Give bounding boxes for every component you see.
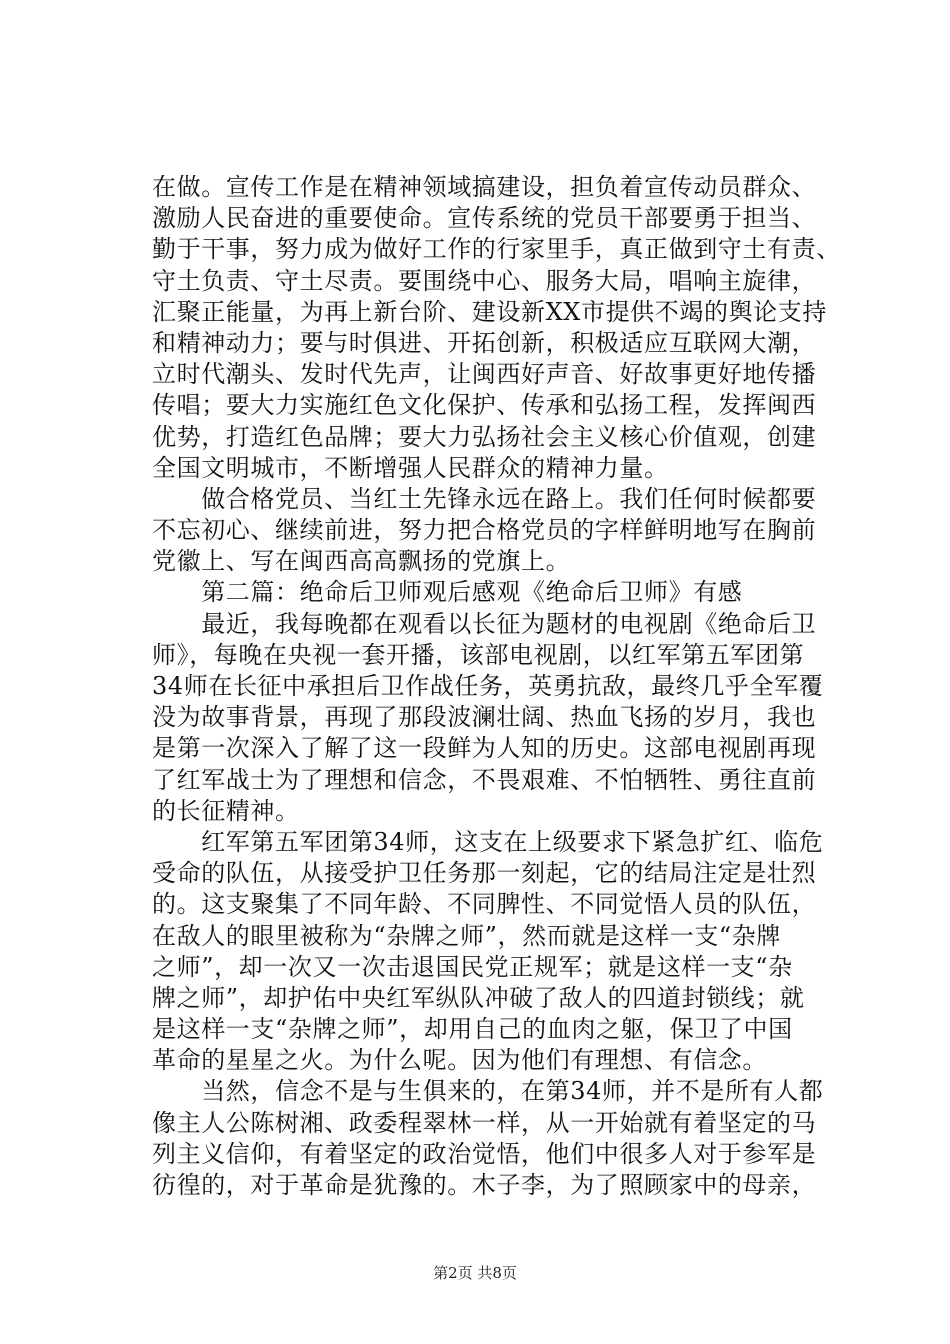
text-line: 最近，我每晚都在观看以长征为题材的电视剧《绝命后卫 <box>152 609 817 638</box>
document-body <box>152 172 842 1201</box>
text-line: 了红军战士为了理想和信念，不畏艰难、不怕牺牲、勇往直前 <box>152 765 817 794</box>
text-line: 立时代潮头、发时代先声，让闽西好声音、好故事更好地传播 <box>152 360 817 389</box>
text-line: 是第一次深入了解了这一段鲜为人知的历史。这部电视剧再现 <box>152 734 817 763</box>
text-line: 牌之师”，却护佑中央红军纵队冲破了敌人的四道封锁线；就 <box>152 983 805 1012</box>
text-line: 做合格党员、当红土先锋永远在路上。我们任何时候都要 <box>152 484 817 513</box>
text-line: 是这样一支“杂牌之师”，却用自己的血肉之躯，保卫了中国 <box>152 1015 793 1044</box>
text-line: 的长征精神。 <box>152 796 300 825</box>
text-line: 红军第五军团第34师，这支在上级要求下紧急扩红、临危 <box>152 827 824 856</box>
text-line: 传唱；要大力实施红色文化保护、传承和弘扬工程，发挥闽西 <box>152 391 817 420</box>
text-line: 列主义信仰，有着坚定的政治觉悟，他们中很多人对于参军是 <box>152 1139 817 1168</box>
text-line: 师》，每晚在央视一套开播，该部电视剧，以红军第五军团第 <box>152 640 805 669</box>
text-line: 34师在长征中承担后卫作战任务，英勇抗敌，最终几乎全军覆 <box>152 672 824 700</box>
text-line: 彷徨的，对于革命是犹豫的。木子李，为了照顾家中的母亲， <box>152 1171 817 1199</box>
page-footer: 第2页 共8页 <box>433 1264 517 1282</box>
text-line: 的。这支聚集了不同年龄、不同脾性、不同觉悟人员的队伍， <box>152 890 817 919</box>
text-line: 革命的星星之火。为什么呢。因为他们有理想、有信念。 <box>152 1046 767 1075</box>
text-line: 不忘初心、继续前进，努力把合格党员的字样鲜明地写在胸前 <box>152 516 817 545</box>
text-line: 全国文明城市，不断增强人民群众的精神力量。 <box>152 453 669 482</box>
text-line: 在敌人的眼里被称为“杂牌之师”，然而就是这样一支“杂牌 <box>152 921 782 950</box>
text-line: 党徽上、写在闽西高高飘扬的党旗上。 <box>152 547 571 576</box>
text-line: 优势，打造红色品牌；要大力弘扬社会主义核心价值观，创建 <box>152 422 817 451</box>
text-line: 和精神动力；要与时俱进、开拓创新，积极适应互联网大潮， <box>152 328 817 357</box>
text-line: 在做。宣传工作是在精神领域搞建设，担负着宣传动员群众、 <box>152 173 817 201</box>
text-line: 汇聚正能量，为再上新台阶、建设新XX市提供不竭的舆论支持 <box>152 297 827 326</box>
text-line: 守土负责、守土尽责。要围绕中心、服务大局，唱响主旋律， <box>152 266 817 295</box>
text-line: 勤于干事，努力成为做好工作的行家里手，真正做到守土有责、 <box>152 235 841 264</box>
text-line: 第二篇：绝命后卫师观后感观《绝命后卫师》有感 <box>152 578 743 607</box>
text-line: 当然，信念不是与生俱来的，在第34师，并不是所有人都 <box>152 1077 824 1106</box>
text-line: 像主人公陈树湘、政委程翠林一样，从一开始就有着坚定的马 <box>152 1108 817 1137</box>
text-line: 之师”，却一次又一次击退国民党正规军；就是这样一支“杂 <box>152 952 793 981</box>
text-line: 激励人民奋进的重要使命。宣传系统的党员干部要勇于担当、 <box>152 204 817 233</box>
text-line: 受命的队伍，从接受护卫任务那一刻起，它的结局注定是壮烈 <box>152 859 817 888</box>
text-line: 没为故事背景，再现了那段波澜壮阔、热血飞扬的岁月，我也 <box>152 703 817 732</box>
